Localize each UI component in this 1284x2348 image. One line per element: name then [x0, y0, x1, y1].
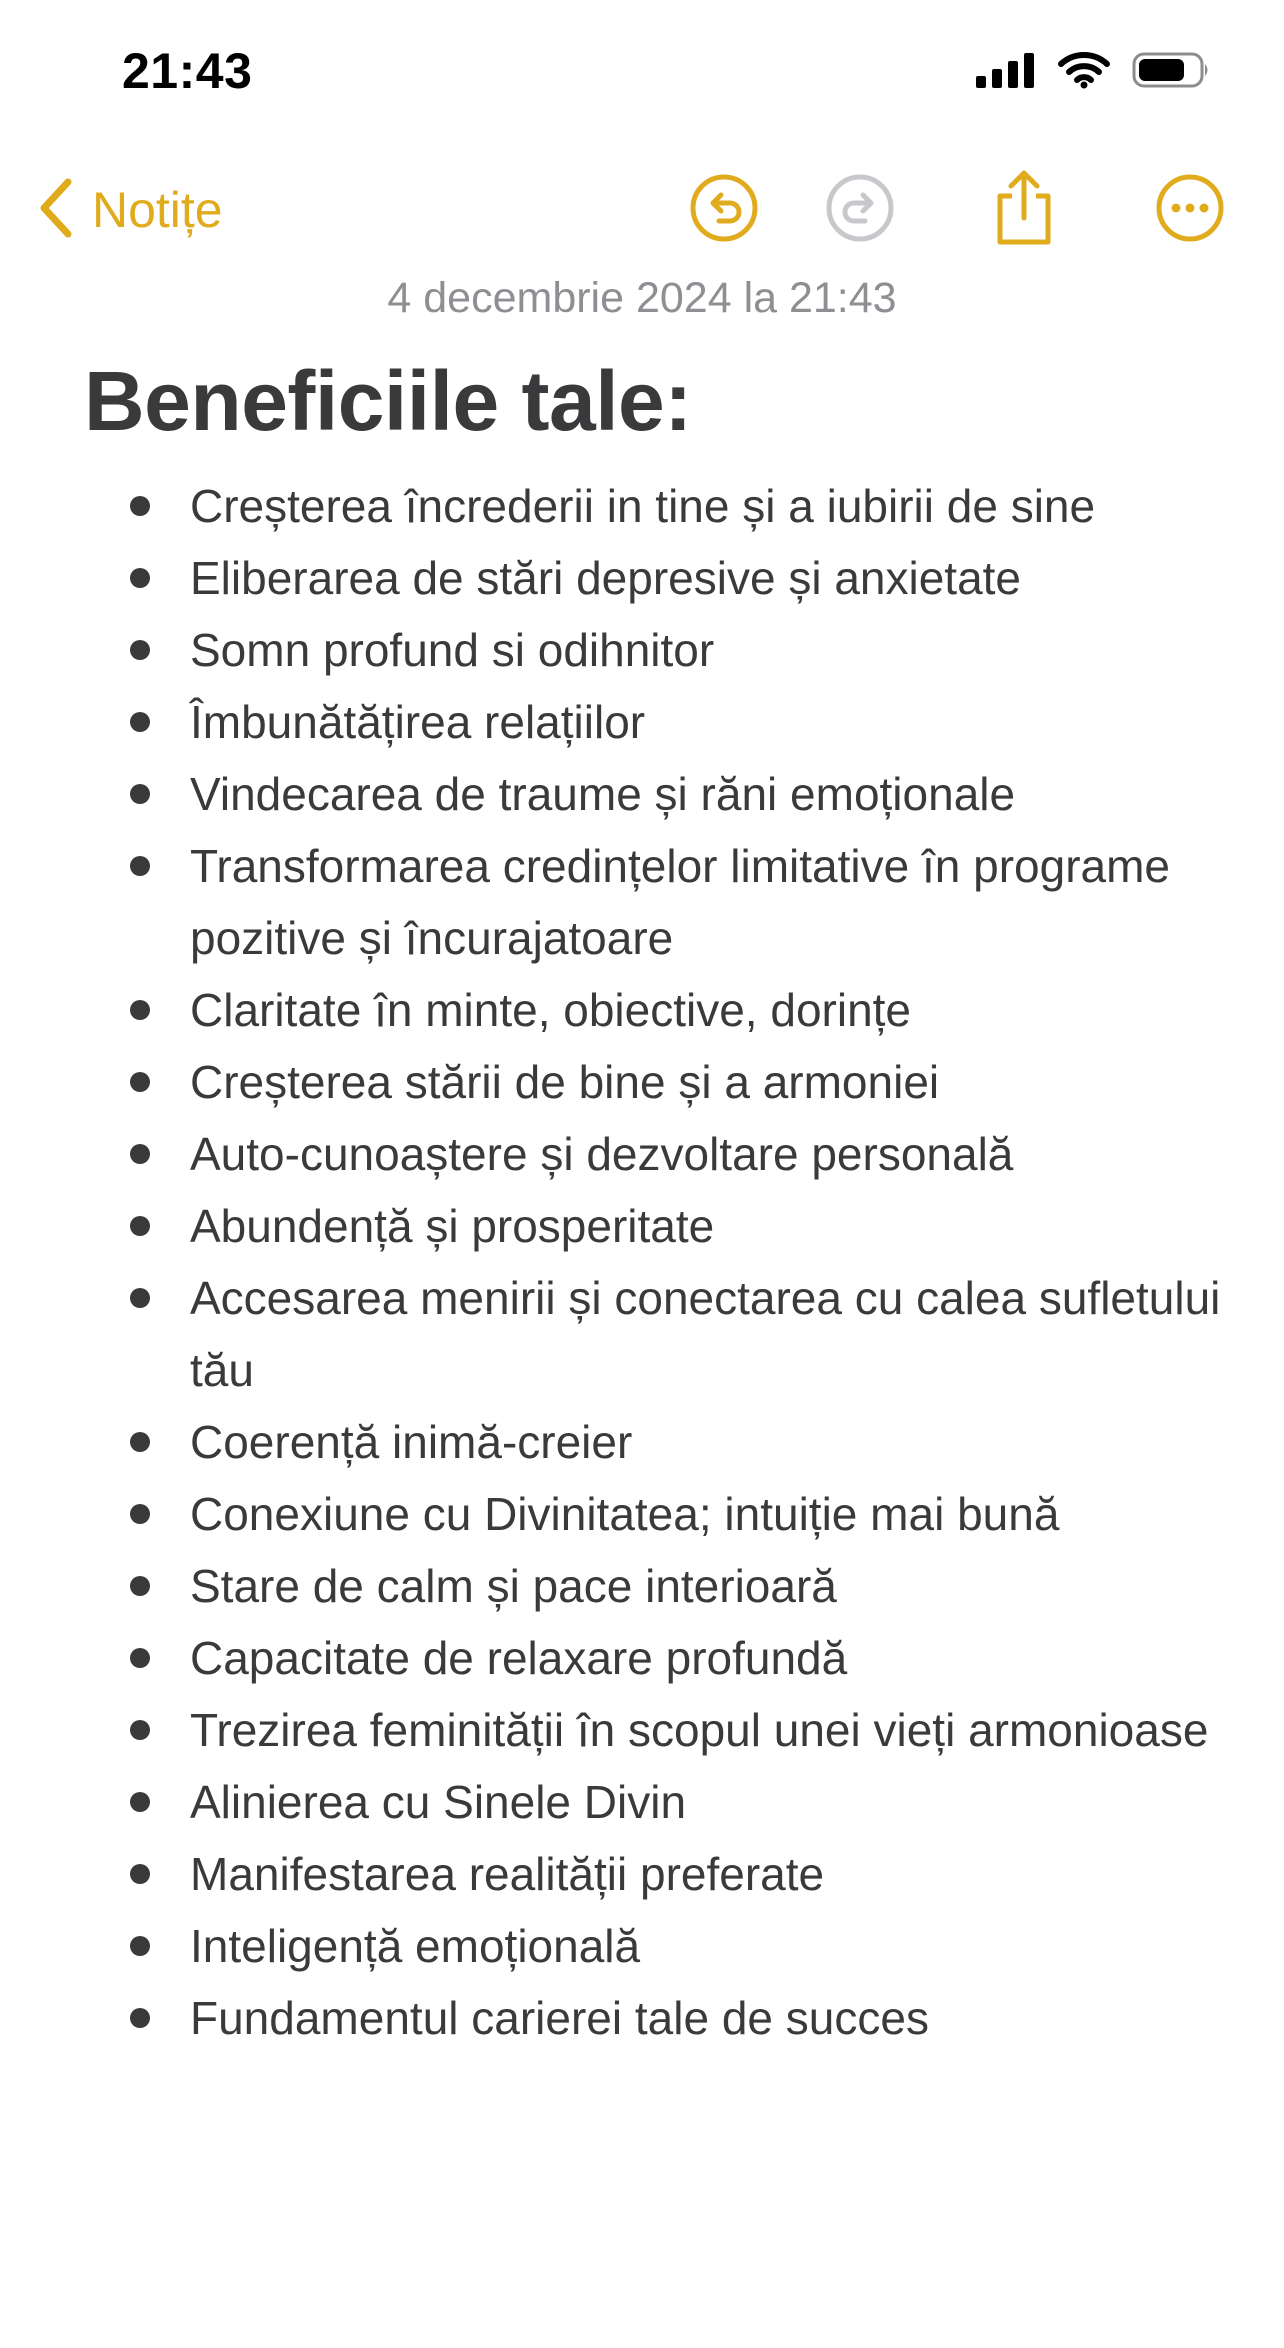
bullet-icon — [130, 1576, 150, 1596]
bullet-icon — [130, 1144, 150, 1164]
list-item[interactable] — [0, 1838, 1284, 1910]
status-icons — [976, 50, 1212, 94]
list-item-text: Transformarea credințelor limitative în programe pozitive și încurajatoare — [190, 840, 1170, 964]
list-item-text: Alinierea cu Sinele Divin — [190, 1776, 687, 1828]
list-item-text: Inteligență emoțională — [190, 1920, 641, 1972]
bullet-icon — [130, 1792, 150, 1812]
note-date: 4 decembrie 2024 la 21:43 — [387, 274, 897, 322]
list-item[interactable] — [0, 1478, 1284, 1550]
list-item-text: Claritate în minte, obiective, dorințe — [190, 984, 912, 1036]
list-item-text: Abundență și prosperitate — [190, 1200, 715, 1252]
list-item-text: Creșterea stării de bine și a armoniei — [190, 1056, 940, 1108]
bullet-icon — [130, 1720, 150, 1740]
bullet-icon — [130, 640, 150, 660]
bullet-icon — [130, 1000, 150, 1020]
cellular-signal-icon — [976, 52, 1036, 93]
status-time: 21:43 — [122, 43, 253, 99]
list-item[interactable] — [0, 1694, 1284, 1766]
list-item-text: Creșterea încrederii in tine și a iubirii de sine — [190, 480, 1096, 532]
list-item[interactable] — [0, 470, 1284, 542]
back-button-label: Notițe — [92, 182, 223, 238]
share-icon — [992, 168, 1056, 253]
list-item[interactable] — [0, 974, 1284, 1046]
bullet-icon — [130, 1936, 150, 1956]
list-item[interactable] — [0, 542, 1284, 614]
list-item[interactable] — [0, 1982, 1284, 2054]
list-item[interactable] — [0, 1046, 1284, 1118]
list-item-text: Somn profund si odihnitor — [190, 624, 715, 676]
undo-icon — [688, 172, 760, 249]
list-item-text: Eliberarea de stări depresive și anxietate — [190, 552, 1022, 604]
bullet-icon — [130, 712, 150, 732]
battery-icon — [1132, 50, 1212, 95]
list-item[interactable] — [0, 1766, 1284, 1838]
list-item[interactable] — [0, 1910, 1284, 1982]
bullet-icon — [130, 1504, 150, 1524]
list-item-text: Conexiune cu Divinitatea; intuiție mai bună — [190, 1488, 1060, 1540]
wifi-icon — [1058, 51, 1110, 94]
list-item[interactable] — [0, 614, 1284, 686]
list-item[interactable] — [0, 758, 1284, 830]
bullet-icon — [130, 856, 150, 876]
list-item[interactable] — [0, 1118, 1284, 1190]
list-item[interactable] — [0, 686, 1284, 758]
bullet-icon — [130, 1288, 150, 1308]
list-item-text: Coerență inimă-creier — [190, 1416, 633, 1468]
more-icon — [1154, 172, 1226, 249]
bullet-icon — [130, 2008, 150, 2028]
benefit-list[interactable] — [0, 470, 1284, 2054]
chevron-left-icon — [36, 177, 74, 244]
bullet-icon — [130, 784, 150, 804]
list-item[interactable] — [0, 1190, 1284, 1262]
list-item-text: Fundamentul carierei tale de succes — [190, 1992, 929, 2044]
bullet-icon — [130, 1216, 150, 1236]
more-button[interactable] — [1148, 168, 1232, 252]
share-button[interactable] — [982, 168, 1066, 252]
list-item-text: Auto-cunoaștere și dezvoltare personală — [190, 1128, 1014, 1180]
bullet-icon — [130, 1648, 150, 1668]
note-title[interactable]: Beneficiile tale: — [84, 354, 692, 448]
bullet-icon — [130, 1864, 150, 1884]
list-item[interactable] — [0, 1550, 1284, 1622]
list-item-text: Trezirea feminității în scopul unei vieți armonioase — [190, 1704, 1209, 1756]
back-button[interactable] — [36, 170, 223, 250]
list-item[interactable] — [0, 1262, 1284, 1406]
list-item-text: Accesarea menirii și conectarea cu calea sufletului tău — [190, 1272, 1221, 1396]
bullet-icon — [130, 496, 150, 516]
bullet-icon — [130, 1072, 150, 1092]
bullet-icon — [130, 568, 150, 588]
undo-button[interactable] — [682, 168, 766, 252]
status-bar — [0, 0, 1284, 140]
list-item-text: Îmbunătățirea relațiilor — [190, 696, 646, 748]
bullet-icon — [130, 1432, 150, 1452]
navigation-bar — [0, 160, 1284, 260]
list-item[interactable] — [0, 1622, 1284, 1694]
list-item-text: Stare de calm și pace interioară — [190, 1560, 837, 1612]
list-item[interactable] — [0, 830, 1284, 974]
list-item-text: Manifestarea realității preferate — [190, 1848, 825, 1900]
list-item-text: Capacitate de relaxare profundă — [190, 1632, 848, 1684]
redo-icon — [824, 172, 896, 249]
list-item[interactable] — [0, 1406, 1284, 1478]
redo-button[interactable] — [818, 168, 902, 252]
list-item-text: Vindecarea de traume și răni emoționale — [190, 768, 1016, 820]
